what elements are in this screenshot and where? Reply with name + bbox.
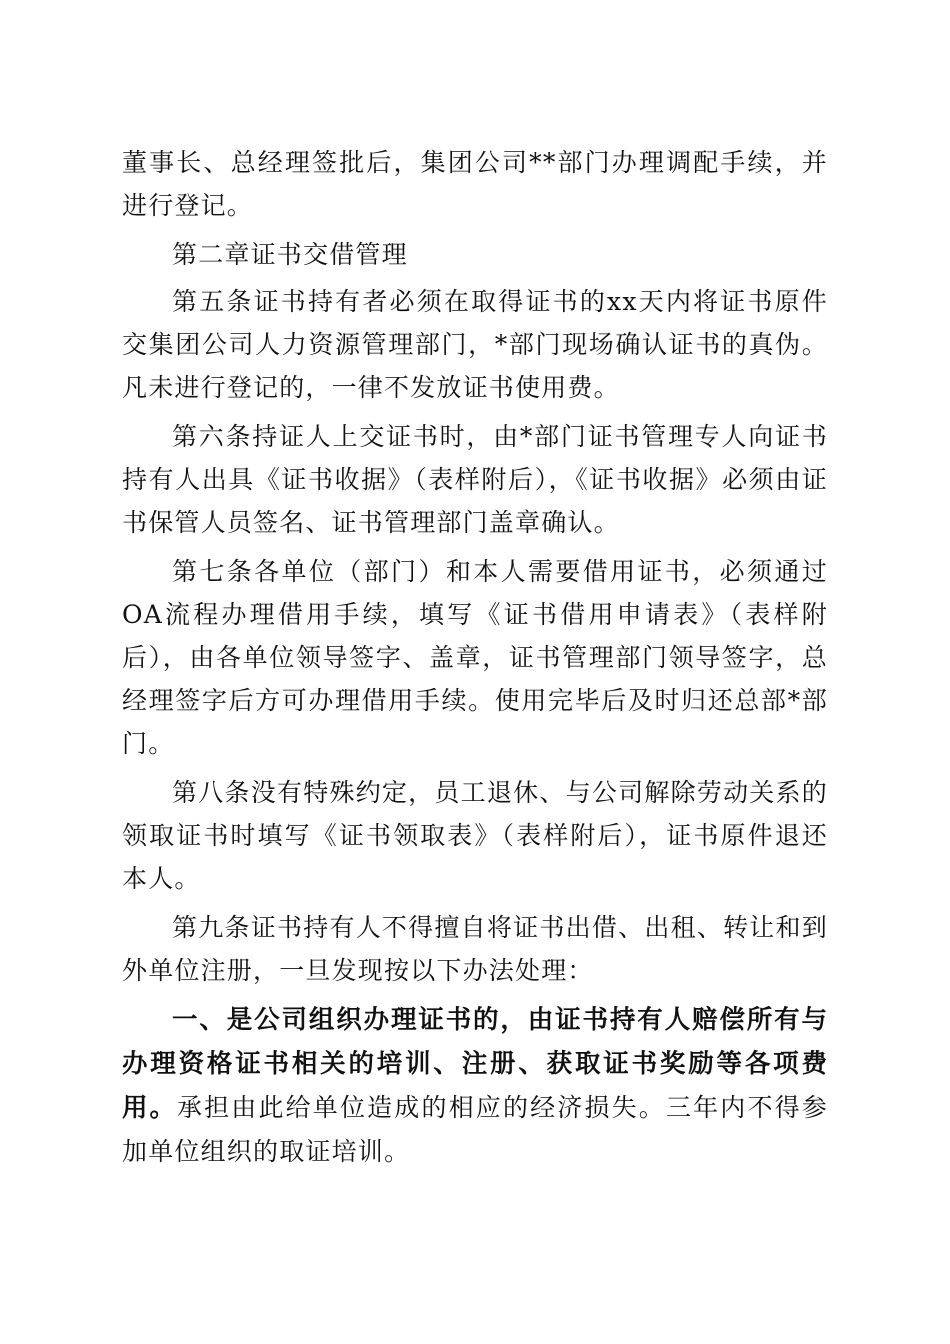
chapter-heading: 第二章证书交借管理 (172, 240, 408, 269)
article-8: 第八条没有特殊约定，员工退休、与公司解除劳动关系的领取证书时填写《证书领取表》（表样附后），证书原件退还本人。 (122, 778, 828, 893)
article-7: 第七条各单位（部门）和本人需要借用证书，必须通过OA流程办理借用手续，填写《证书借用申请表》（表样附后），由各单位领导签字、盖章，证书管理部门领导签字，总经理签字后方可办理借用手续。使用完毕后及时归还总部*部门。 (122, 557, 828, 758)
article-5: 第五条证书持有者必须在取得证书的xx天内将证书原件交集团公司人力资源管理部门，*部门现场确认证书的真伪。凡未进行登记的，一律不发放证书使用费。 (122, 287, 828, 402)
article-9-item-1 (122, 998, 828, 1173)
article-6: 第六条持证人上交证书时，由*部门证书管理专人向证书持有人出具《证书收据》（表样附后），《证书收据》必须由证书保管人员签名、证书管理部门盖章确认。 (122, 422, 828, 537)
item-1-bold-text: 一、是公司组织办理证书的，由证书持有人赔偿所有与办理资格证书相关的培训、注册、获取证书奖励等各项费用。 (122, 1005, 828, 1123)
paragraph-continuation: 董事长、总经理签批后，集团公司**部门办理调配手续，并进行登记。 (122, 148, 828, 220)
document-page (122, 141, 828, 1179)
item-1-regular-text: 承担由此给单位造成的相应的经济损失。三年内不得参加单位组织的取证培训。 (122, 1093, 828, 1166)
article-9: 第九条证书持有人不得擅自将证书出借、出租、转让和到外单位注册，一旦发现按以下办法处理： (122, 913, 828, 985)
